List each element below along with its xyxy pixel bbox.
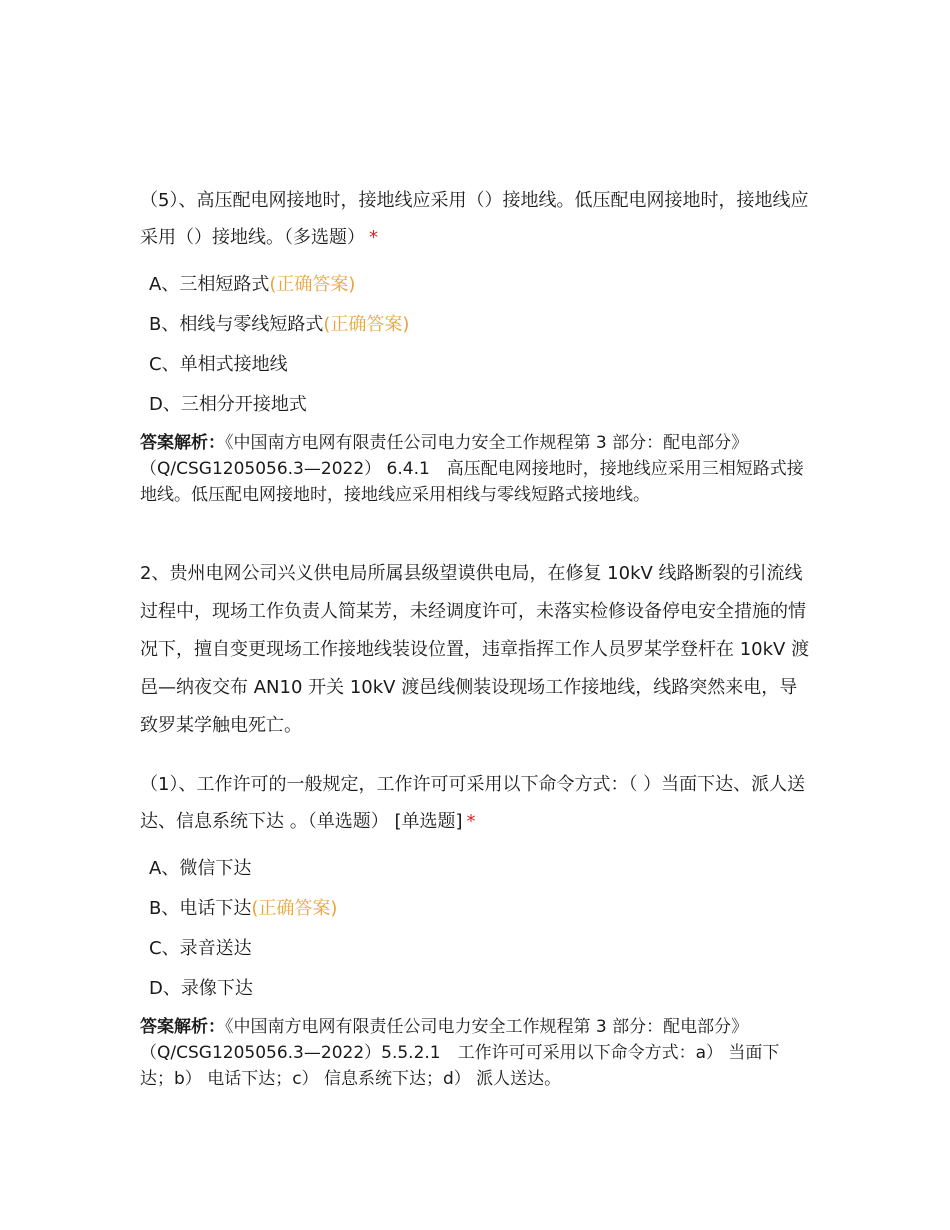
correct-answer-mark: (正确答案): [251, 898, 338, 919]
analysis-label: 答案解析：: [140, 433, 225, 453]
answer-analysis: [140, 1014, 812, 1092]
option-a[interactable]: A、微信下达: [149, 858, 252, 879]
correct-answer-mark: (正确答案): [269, 274, 356, 295]
required-asterisk: *: [466, 811, 476, 832]
option-a[interactable]: A、三相短路式(正确答案): [149, 274, 356, 295]
analysis-text: 《中国南方电网有限责任公司电力安全工作规程第 3 部分：配电部分》（Q/CSG1205056.3—2022）5.5.2.1 工作许可可采用以下命令方式：a） 当面下达；b） 电话下达；c） 信息系统下达；d） 派人送达。: [140, 1017, 780, 1089]
question-title: （5）、高压配电网接地时，接地线应采用（）接地线。低压配电网接地时，接地线应采用（）接地线。（多选题） *: [140, 190, 809, 248]
question-title: （1）、工作许可的一般规定，工作许可可采用以下命令方式：（ ）当面下达、派人送达、信息系统下达 。（单选题） [单选题] *: [140, 774, 806, 832]
case-description: 2、贵州电网公司兴义供电局所属县级望谟供电局，在修复 10kV 线路断裂的引流线过程中，现场工作负责人简某芳，未经调度许可，未落实检修设备停电安全措施的情况下，擅自变更现场工作接地线装设位置，违章指挥工作人员罗某学登杆在 10kV 渡邑—纳夜交布 AN10 开关 10kV 渡邑线侧装设现场工作接地线，线路突然来电，导致罗某学触电死亡。: [140, 563, 810, 736]
correct-answer-mark: (正确答案): [323, 314, 410, 335]
option-c[interactable]: C、单相式接地线: [149, 354, 288, 375]
required-asterisk: *: [369, 227, 378, 248]
option-d[interactable]: D、三相分开接地式: [149, 394, 307, 415]
option-b[interactable]: B、相线与零线短路式(正确答案): [149, 314, 410, 335]
option-c[interactable]: C、录音送达: [149, 938, 252, 959]
option-b[interactable]: B、电话下达(正确答案): [149, 898, 338, 919]
analysis-label: 答案解析：: [140, 1017, 225, 1037]
analysis-text: 《中国南方电网有限责任公司电力安全工作规程第 3 部分：配电部分》（Q/CSG1205056.3—2022） 6.4.1 高压配电网接地时，接地线应采用三相短路式接地线。低压配电网接地时，接地线应采用相线与零线短路式接地线。: [140, 433, 804, 505]
answer-analysis: [140, 430, 812, 508]
option-d[interactable]: D、录像下达: [149, 978, 253, 999]
